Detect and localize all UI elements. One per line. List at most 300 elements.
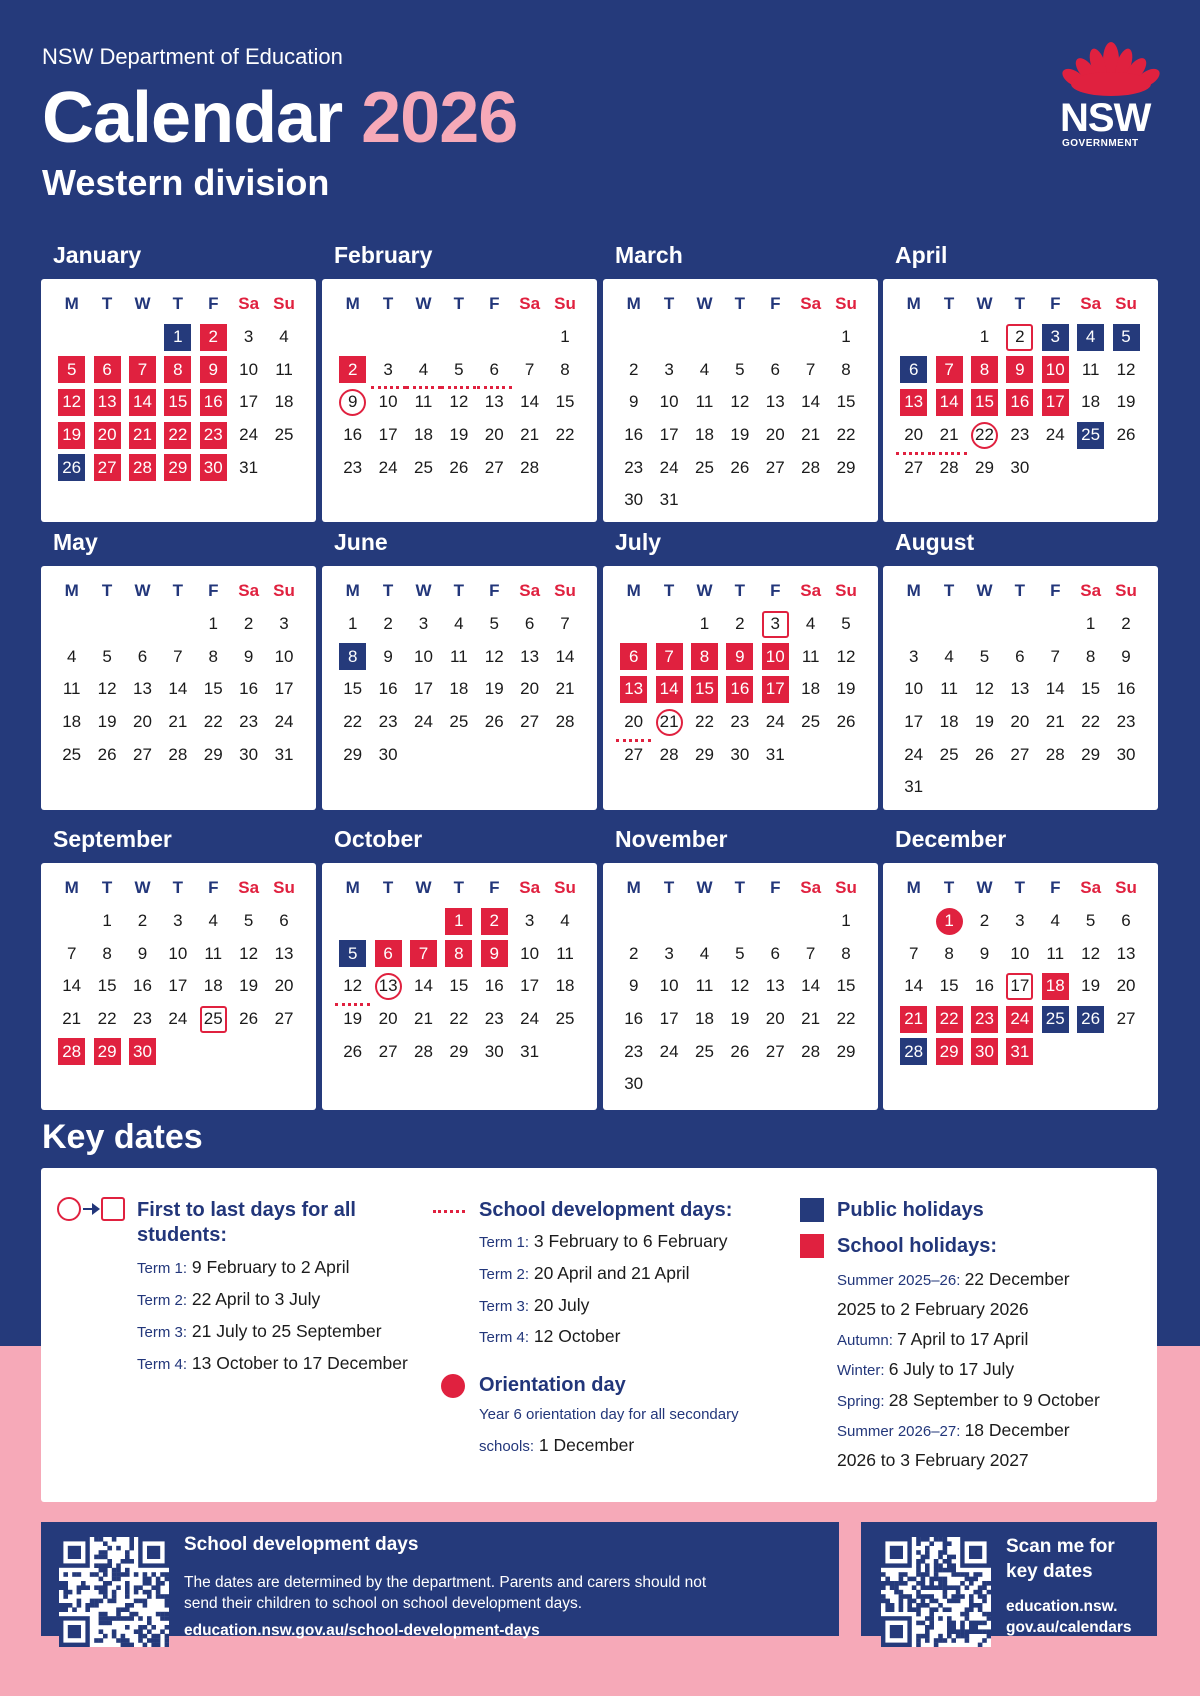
day-cell bbox=[89, 451, 124, 484]
day-number: 7 bbox=[908, 943, 919, 963]
day-number: 25 bbox=[801, 712, 821, 732]
day-cell bbox=[931, 706, 966, 739]
day-number: 16 bbox=[343, 425, 363, 445]
empty-cell bbox=[1002, 608, 1037, 641]
day-cell bbox=[370, 386, 405, 419]
day-cell bbox=[931, 451, 966, 484]
weekday-header: Sa bbox=[1080, 878, 1102, 897]
day-cell bbox=[89, 970, 124, 1003]
day-number: 9 bbox=[726, 643, 753, 670]
day-cell bbox=[370, 608, 405, 641]
day-cell bbox=[1038, 321, 1073, 354]
day-number: 2 bbox=[200, 324, 227, 351]
term-value: 12 October bbox=[533, 1326, 621, 1346]
day-number: 6 bbox=[1015, 646, 1025, 666]
day-cell bbox=[1108, 673, 1143, 706]
day-cell bbox=[651, 970, 686, 1003]
day-number: 16 bbox=[378, 679, 398, 699]
day-number: 2 bbox=[339, 356, 366, 383]
first-last-term-3 bbox=[137, 1320, 382, 1344]
day-number: 20 bbox=[484, 425, 504, 445]
day-number: 10 bbox=[414, 646, 433, 666]
day-number: 29 bbox=[203, 744, 223, 764]
day-cell bbox=[335, 706, 370, 739]
day-cell bbox=[370, 419, 405, 452]
day-cell bbox=[722, 673, 757, 706]
day-number: 21 bbox=[801, 1009, 821, 1029]
empty-cell bbox=[89, 321, 124, 354]
day-number: 13 bbox=[1010, 679, 1030, 699]
day-cell bbox=[1108, 419, 1143, 452]
day-number: 4 bbox=[699, 359, 710, 379]
day-cell bbox=[616, 354, 651, 387]
day-number: 27 bbox=[765, 457, 785, 477]
day-cell bbox=[758, 641, 793, 674]
day-number: 19 bbox=[449, 425, 469, 445]
empty-cell bbox=[512, 321, 547, 354]
day-number: 17 bbox=[1042, 389, 1069, 416]
day-number: 30 bbox=[129, 1038, 156, 1065]
day-number: 3 bbox=[908, 646, 919, 666]
day-number: 30 bbox=[1010, 457, 1030, 477]
waratah-icon bbox=[1052, 40, 1170, 100]
day-cell bbox=[547, 354, 582, 387]
month-card-december bbox=[883, 863, 1158, 1110]
day-number: 23 bbox=[971, 1006, 998, 1033]
day-number: 29 bbox=[695, 744, 714, 764]
day-cell bbox=[335, 673, 370, 706]
day-number: 22 bbox=[555, 425, 575, 445]
day-cell bbox=[89, 673, 124, 706]
weekday-header: M bbox=[64, 581, 79, 600]
month-card-february bbox=[322, 279, 597, 522]
day-number: 2 bbox=[628, 943, 639, 963]
day-cell bbox=[54, 354, 89, 387]
day-number: 12 bbox=[1081, 943, 1101, 963]
day-number: 12 bbox=[449, 392, 469, 412]
empty-cell bbox=[722, 321, 757, 354]
day-number: 9 bbox=[979, 943, 990, 963]
day-cell bbox=[687, 938, 722, 971]
day-number: 11 bbox=[1081, 359, 1100, 379]
day-cell bbox=[793, 673, 828, 706]
day-cell bbox=[758, 938, 793, 971]
day-cell bbox=[1108, 354, 1143, 387]
day-number: 28 bbox=[900, 1038, 927, 1065]
day-cell bbox=[651, 1035, 686, 1068]
school-holidays-heading: School holidays: bbox=[837, 1235, 998, 1257]
day-number: 23 bbox=[1010, 425, 1030, 445]
day-number: 14 bbox=[656, 676, 683, 703]
month-card-august bbox=[883, 566, 1158, 810]
day-cell bbox=[547, 608, 582, 641]
day-number: 13 bbox=[375, 973, 402, 1000]
day-cell bbox=[160, 419, 195, 452]
day-number: 3 bbox=[418, 614, 429, 634]
day-cell bbox=[441, 419, 476, 452]
empty-cell bbox=[406, 321, 441, 354]
day-number: 18 bbox=[449, 679, 469, 699]
day-cell bbox=[370, 970, 405, 1003]
day-cell bbox=[651, 938, 686, 971]
school-holiday-swatch-icon bbox=[800, 1234, 824, 1258]
day-cell bbox=[758, 386, 793, 419]
day-cell bbox=[196, 938, 231, 971]
day-cell bbox=[196, 419, 231, 452]
day-cell bbox=[616, 738, 651, 771]
qr-code-icon[interactable] bbox=[881, 1537, 991, 1647]
day-number: 26 bbox=[484, 712, 504, 732]
division-title: Western division bbox=[42, 162, 330, 203]
empty-cell bbox=[335, 905, 370, 938]
day-cell bbox=[125, 905, 160, 938]
day-cell bbox=[512, 419, 547, 452]
school-holiday-line bbox=[837, 1328, 1028, 1352]
day-number: 25 bbox=[695, 457, 714, 477]
day-cell bbox=[477, 970, 512, 1003]
day-number: 11 bbox=[556, 943, 574, 963]
day-number: 20 bbox=[900, 422, 927, 449]
day-number: 28 bbox=[129, 454, 156, 481]
day-number: 17 bbox=[168, 976, 188, 996]
day-cell bbox=[370, 938, 405, 971]
day-cell bbox=[722, 419, 757, 452]
day-cell bbox=[266, 673, 301, 706]
school-holiday-line bbox=[837, 1449, 1029, 1471]
day-cell bbox=[896, 771, 931, 804]
day-cell bbox=[266, 706, 301, 739]
day-number: 13 bbox=[900, 389, 927, 416]
footer-dev-text-line1: The dates are determined by the department. Parents and carers should not bbox=[184, 1574, 707, 1591]
term-label: Term 1: bbox=[479, 1234, 530, 1251]
day-number: 25 bbox=[1077, 422, 1104, 449]
day-number: 12 bbox=[97, 679, 117, 699]
weekday-header: M bbox=[906, 581, 921, 600]
day-cell bbox=[512, 608, 547, 641]
day-number: 9 bbox=[481, 940, 508, 967]
day-cell bbox=[547, 905, 582, 938]
day-number: 19 bbox=[97, 712, 117, 732]
day-cell bbox=[89, 386, 124, 419]
day-number: 9 bbox=[200, 356, 227, 383]
day-cell bbox=[651, 386, 686, 419]
day-cell bbox=[441, 905, 476, 938]
day-number: 15 bbox=[939, 976, 959, 996]
weekday-header: Sa bbox=[519, 294, 541, 313]
first-last-term-1 bbox=[137, 1256, 349, 1280]
day-number: 3 bbox=[1042, 324, 1069, 351]
day-cell bbox=[1073, 641, 1108, 674]
weekday-header: T bbox=[1014, 294, 1026, 313]
day-number: 4 bbox=[1050, 911, 1060, 931]
footer-dev-url[interactable]: education.nsw.gov.au/school-development-days bbox=[184, 1622, 540, 1639]
weekday-header: T bbox=[943, 878, 955, 897]
weekday-header: T bbox=[101, 294, 113, 313]
empty-cell bbox=[967, 608, 1002, 641]
day-number: 23 bbox=[484, 1009, 504, 1029]
arrowhead-icon bbox=[92, 1203, 100, 1215]
day-number: 11 bbox=[414, 392, 433, 412]
day-number: 14 bbox=[168, 679, 188, 699]
day-cell bbox=[896, 354, 931, 387]
day-cell bbox=[370, 1003, 405, 1036]
day-cell bbox=[406, 706, 441, 739]
day-cell bbox=[89, 706, 124, 739]
term-value: 22 April to 3 July bbox=[191, 1289, 321, 1309]
day-cell bbox=[793, 419, 828, 452]
day-cell bbox=[1038, 673, 1073, 706]
day-number: 27 bbox=[1116, 1009, 1136, 1029]
day-cell bbox=[54, 738, 89, 771]
footer-dev-title: School development days bbox=[184, 1534, 419, 1555]
empty-cell bbox=[793, 321, 828, 354]
month-days-grid bbox=[54, 574, 302, 771]
day-cell bbox=[441, 354, 476, 387]
day-cell bbox=[160, 673, 195, 706]
day-number: 27 bbox=[904, 457, 924, 477]
day-number: 7 bbox=[560, 614, 570, 634]
day-number: 16 bbox=[1006, 389, 1033, 416]
orientation-day-icon bbox=[441, 1374, 465, 1398]
holiday-value: 22 December bbox=[964, 1269, 1070, 1289]
month-card-september bbox=[41, 863, 316, 1110]
weekday-header: T bbox=[101, 878, 113, 897]
day-number: 8 bbox=[102, 943, 112, 963]
day-number: 16 bbox=[1116, 679, 1136, 699]
day-number: 7 bbox=[410, 940, 437, 967]
day-cell bbox=[616, 386, 651, 419]
day-number: 29 bbox=[94, 1038, 121, 1065]
day-cell bbox=[687, 354, 722, 387]
day-number: 30 bbox=[1116, 744, 1136, 764]
day-cell bbox=[896, 386, 931, 419]
day-cell bbox=[370, 354, 405, 387]
month-name-january: January bbox=[53, 242, 142, 268]
weekday-header: T bbox=[943, 294, 955, 313]
day-number: 13 bbox=[1116, 943, 1136, 963]
day-cell bbox=[89, 1035, 124, 1068]
day-cell bbox=[967, 706, 1002, 739]
day-number: 24 bbox=[659, 457, 679, 477]
day-cell bbox=[722, 641, 757, 674]
weekday-header: Su bbox=[1115, 294, 1137, 313]
development-term-1 bbox=[479, 1230, 727, 1254]
day-number: 29 bbox=[836, 1041, 856, 1061]
day-number: 16 bbox=[624, 1009, 644, 1029]
day-number: 4 bbox=[410, 356, 437, 383]
day-number: 25 bbox=[555, 1009, 575, 1029]
day-cell bbox=[793, 706, 828, 739]
day-number: 15 bbox=[343, 679, 363, 699]
development-days-footer bbox=[41, 1522, 839, 1639]
day-number: 23 bbox=[343, 457, 363, 477]
day-cell bbox=[687, 386, 722, 419]
day-number: 27 bbox=[765, 1041, 785, 1061]
development-term-4 bbox=[479, 1325, 620, 1349]
scan-title-line1: Scan me for bbox=[1006, 1536, 1115, 1557]
weekday-header: W bbox=[134, 581, 151, 600]
day-number: 19 bbox=[1081, 976, 1101, 996]
term-value: 20 April and 21 April bbox=[533, 1263, 690, 1283]
weekday-header: W bbox=[415, 581, 432, 600]
day-number: 29 bbox=[836, 457, 856, 477]
day-cell bbox=[896, 419, 931, 452]
day-cell bbox=[1108, 938, 1143, 971]
day-cell bbox=[828, 641, 863, 674]
day-cell bbox=[931, 419, 966, 452]
day-cell bbox=[406, 608, 441, 641]
day-number: 3 bbox=[375, 356, 402, 383]
weekday-header: T bbox=[734, 581, 746, 600]
qr-code-icon[interactable] bbox=[59, 1537, 169, 1647]
holiday-label: Winter: bbox=[837, 1362, 889, 1379]
day-number: 16 bbox=[726, 676, 753, 703]
day-number: 15 bbox=[691, 676, 718, 703]
day-number: 21 bbox=[414, 1009, 433, 1029]
empty-cell bbox=[160, 608, 195, 641]
weekday-header: W bbox=[976, 878, 993, 897]
empty-cell bbox=[651, 608, 686, 641]
day-cell bbox=[1108, 641, 1143, 674]
day-number: 10 bbox=[378, 392, 398, 412]
day-number: 3 bbox=[173, 911, 183, 931]
day-cell bbox=[512, 970, 547, 1003]
day-number: 4 bbox=[1077, 324, 1104, 351]
scan-title-line2: key dates bbox=[1006, 1561, 1093, 1582]
day-cell bbox=[722, 354, 757, 387]
day-number: 11 bbox=[695, 976, 714, 996]
empty-cell bbox=[54, 321, 89, 354]
day-cell bbox=[89, 1003, 124, 1036]
weekday-header: M bbox=[345, 878, 360, 897]
day-number: 8 bbox=[971, 356, 998, 383]
empty-cell bbox=[125, 321, 160, 354]
day-number: 20 bbox=[274, 976, 294, 996]
day-number: 1 bbox=[445, 908, 472, 935]
day-cell bbox=[196, 451, 231, 484]
day-number: 23 bbox=[624, 457, 644, 477]
day-number: 17 bbox=[378, 425, 398, 445]
day-number: 13 bbox=[765, 392, 785, 412]
month-card-october bbox=[322, 863, 597, 1110]
day-cell bbox=[828, 321, 863, 354]
day-number: 27 bbox=[520, 712, 540, 732]
day-number: 28 bbox=[1045, 744, 1065, 764]
day-number: 3 bbox=[1015, 911, 1025, 931]
day-cell bbox=[54, 386, 89, 419]
day-number: 10 bbox=[659, 976, 679, 996]
holiday-value: 7 April to 17 April bbox=[897, 1329, 1029, 1349]
scan-url-line2[interactable]: gov.au/calendars bbox=[1006, 1619, 1132, 1636]
day-number: 22 bbox=[971, 422, 998, 449]
day-cell bbox=[231, 419, 266, 452]
day-number: 31 bbox=[1006, 1038, 1033, 1065]
day-cell bbox=[477, 608, 512, 641]
weekday-header: W bbox=[696, 878, 713, 897]
day-number: 5 bbox=[243, 911, 254, 931]
school-holiday-line bbox=[837, 1389, 1100, 1413]
term-label: Term 4: bbox=[479, 1329, 530, 1346]
day-number: 8 bbox=[841, 359, 851, 379]
day-cell bbox=[931, 673, 966, 706]
day-number: 2 bbox=[1006, 324, 1033, 351]
day-cell bbox=[266, 970, 301, 1003]
day-cell bbox=[406, 938, 441, 971]
day-cell bbox=[335, 938, 370, 971]
orientation-heading: Orientation day bbox=[479, 1374, 626, 1396]
empty-cell bbox=[406, 905, 441, 938]
day-cell bbox=[231, 321, 266, 354]
day-number: 20 bbox=[520, 679, 540, 699]
day-cell bbox=[616, 484, 651, 517]
day-number: 2 bbox=[735, 614, 745, 634]
day-cell bbox=[616, 1068, 651, 1101]
day-cell bbox=[722, 970, 757, 1003]
day-cell bbox=[266, 905, 301, 938]
first-last-term-2 bbox=[137, 1288, 320, 1312]
day-number: 30 bbox=[624, 490, 644, 510]
first-day-circle-icon bbox=[57, 1197, 81, 1221]
day-cell bbox=[1038, 905, 1073, 938]
weekday-header: Su bbox=[1115, 878, 1137, 897]
day-number: 11 bbox=[204, 943, 223, 963]
day-number: 17 bbox=[274, 679, 294, 699]
day-cell bbox=[196, 1003, 231, 1036]
month-days-grid bbox=[616, 871, 864, 1101]
weekday-header: F bbox=[208, 878, 219, 897]
day-number: 14 bbox=[520, 392, 540, 412]
day-number: 11 bbox=[450, 646, 468, 666]
month-name-april: April bbox=[895, 242, 948, 268]
weekday-header: Sa bbox=[800, 581, 822, 600]
day-cell bbox=[89, 354, 124, 387]
month-days-grid bbox=[54, 871, 302, 1068]
day-cell bbox=[54, 1035, 89, 1068]
day-cell bbox=[196, 608, 231, 641]
day-number: 29 bbox=[343, 744, 363, 764]
scan-url-line1[interactable]: education.nsw. bbox=[1006, 1598, 1118, 1615]
day-cell bbox=[512, 905, 547, 938]
day-cell bbox=[441, 1003, 476, 1036]
day-number: 8 bbox=[208, 646, 218, 666]
day-cell bbox=[266, 386, 301, 419]
day-cell bbox=[231, 738, 266, 771]
day-cell bbox=[231, 641, 266, 674]
day-number: 21 bbox=[62, 1009, 82, 1029]
weekday-header: Sa bbox=[519, 581, 541, 600]
month-name-february: February bbox=[334, 242, 433, 268]
month-days-grid bbox=[896, 574, 1144, 804]
day-number: 8 bbox=[164, 356, 191, 383]
holiday-value: 28 September to 9 October bbox=[888, 1390, 1100, 1410]
day-cell bbox=[1108, 386, 1143, 419]
holiday-value: 2025 to 2 February 2026 bbox=[837, 1299, 1029, 1319]
day-cell bbox=[828, 1035, 863, 1068]
day-number: 2 bbox=[628, 359, 639, 379]
day-number: 30 bbox=[624, 1074, 644, 1094]
day-cell bbox=[828, 673, 863, 706]
department-name: NSW Department of Education bbox=[42, 44, 343, 69]
day-number: 7 bbox=[129, 356, 156, 383]
month-card-april bbox=[883, 279, 1158, 522]
day-cell bbox=[441, 970, 476, 1003]
day-number: 10 bbox=[274, 646, 294, 666]
day-cell bbox=[1038, 738, 1073, 771]
month-days-grid bbox=[616, 287, 864, 517]
day-cell bbox=[335, 1003, 370, 1036]
day-number: 9 bbox=[1121, 646, 1131, 666]
day-number: 20 bbox=[1010, 712, 1030, 732]
